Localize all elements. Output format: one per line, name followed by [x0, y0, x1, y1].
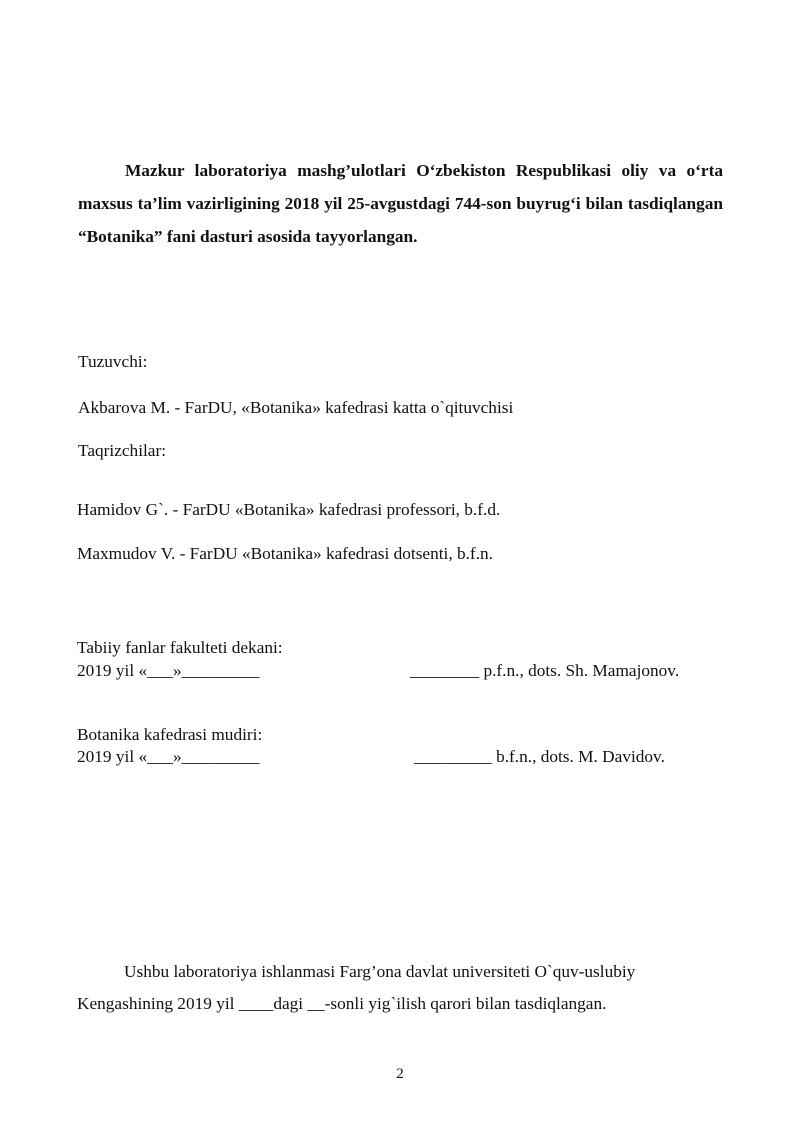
footer-paragraph: Ushbu laboratoriya ishlanmasi Farg’ona davlat universiteti O`quv-uslubiy Kengashining 2019 yil ____dagi __-sonli yig`ilish qarori bilan tasdiqlangan.: [77, 962, 636, 1013]
approval-signature-dean: ________ p.f.n., dots. Sh. Mamajonov.: [410, 661, 680, 680]
intro-paragraph: Mazkur laboratoriya mashg’ulotlari O‘zbekiston Respublikasi oliy va o‘rta maxsus ta’lim vazirligining 2018 yil 25-avgustdagi 744-son buyrug‘i bilan tasdiqlangan “Botanika” fani dasturi asosida tayyorlangan.: [78, 161, 723, 246]
reviewer-item: Maxmudov V. - FarDU «Botanika» kafedrasi dotsenti, b.f.n.: [77, 544, 493, 563]
reviewer-item: Hamidov G`. - FarDU «Botanika» kafedrasi professori, b.f.d.: [77, 500, 501, 519]
author-heading: Tuzuvchi:: [78, 352, 148, 371]
author-line: Akbarova M. - FarDU, «Botanika» kafedrasi katta o`qituvchisi: [78, 398, 514, 417]
approval-title-head: Botanika kafedrasi mudiri:: [77, 725, 263, 744]
approval-title-dean: Tabiiy fanlar fakulteti dekani:: [77, 638, 283, 657]
page-number: 2: [396, 1066, 404, 1082]
approval-signature-head: _________ b.f.n., dots. M. Davidov.: [414, 747, 665, 766]
approval-date-head: 2019 yil «___»_________: [77, 747, 260, 766]
reviewers-heading: Taqrizchilar:: [78, 441, 167, 460]
approval-date-dean: 2019 yil «___»_________: [77, 661, 260, 680]
